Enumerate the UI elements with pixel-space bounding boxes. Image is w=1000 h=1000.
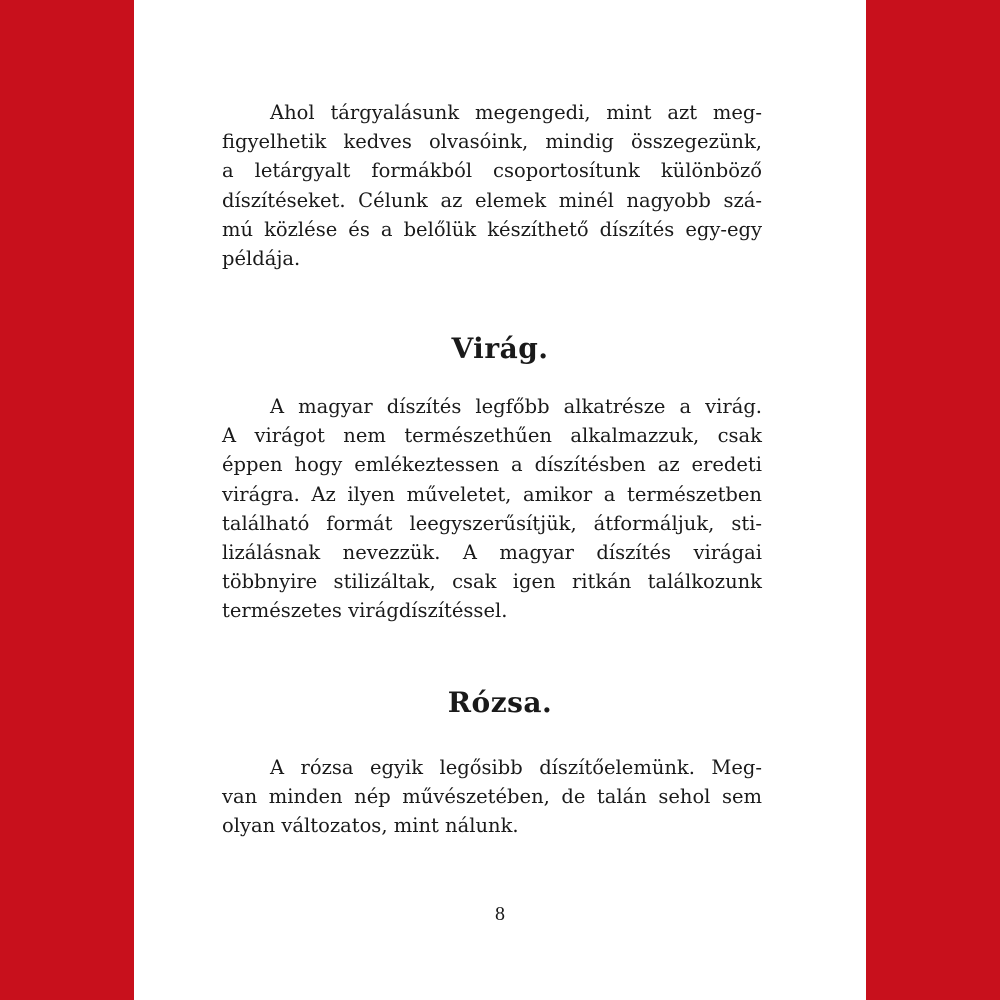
text-line: példája.	[222, 247, 301, 271]
text-line: a letárgyalt formákból csoportosítunk különböző	[222, 159, 762, 183]
text-line: van minden nép művészetében, de talán sehol sem	[222, 785, 762, 809]
text-line: A magyar díszítés legfőbb alkatrésze a virág.	[270, 395, 762, 418]
text-line: virágra. Az ilyen műveletet, amikor a természetben	[222, 482, 762, 506]
text-line: figyelhetik kedves olvasóink, mindig összegezünk,	[222, 130, 762, 154]
text-line: található formát leegyszerűsítjük, átformáljuk, sti-	[222, 511, 762, 535]
text-line: olyan változatos, mint nálunk.	[222, 814, 519, 838]
text-line: díszítéseket. Célunk az elemek minél nagyobb szá-	[222, 188, 762, 212]
text-line: Ahol tárgyalásunk megengedi, mint azt meg-	[270, 101, 762, 124]
section-heading-rozsa: Rózsa.	[447, 686, 553, 719]
text-line: A rózsa egyik legősibb díszítőelemünk. Meg-	[270, 756, 762, 779]
red-frame-right	[866, 0, 1000, 1000]
text-line: természetes virágdíszítéssel.	[222, 599, 508, 623]
page-number: 8	[495, 903, 505, 925]
text-line: mú közlése és a belőlük készíthető díszítés egy-egy	[222, 217, 762, 241]
virag-paragraph	[222, 392, 762, 626]
text-line: A virágot nem természethűen alkalmazzuk, csak	[222, 424, 762, 448]
intro-paragraph	[222, 98, 762, 273]
section-heading-virag: Virág.	[451, 332, 549, 365]
text-line: éppen hogy emlékeztessen a díszítésben az eredeti	[222, 453, 762, 477]
text-line: többnyire stilizáltak, csak igen ritkán találkozunk	[222, 570, 762, 594]
text-line: lizálásnak nevezzük. A magyar díszítés virágai	[222, 541, 762, 565]
red-frame-left	[0, 0, 134, 1000]
rozsa-paragraph	[222, 753, 762, 841]
